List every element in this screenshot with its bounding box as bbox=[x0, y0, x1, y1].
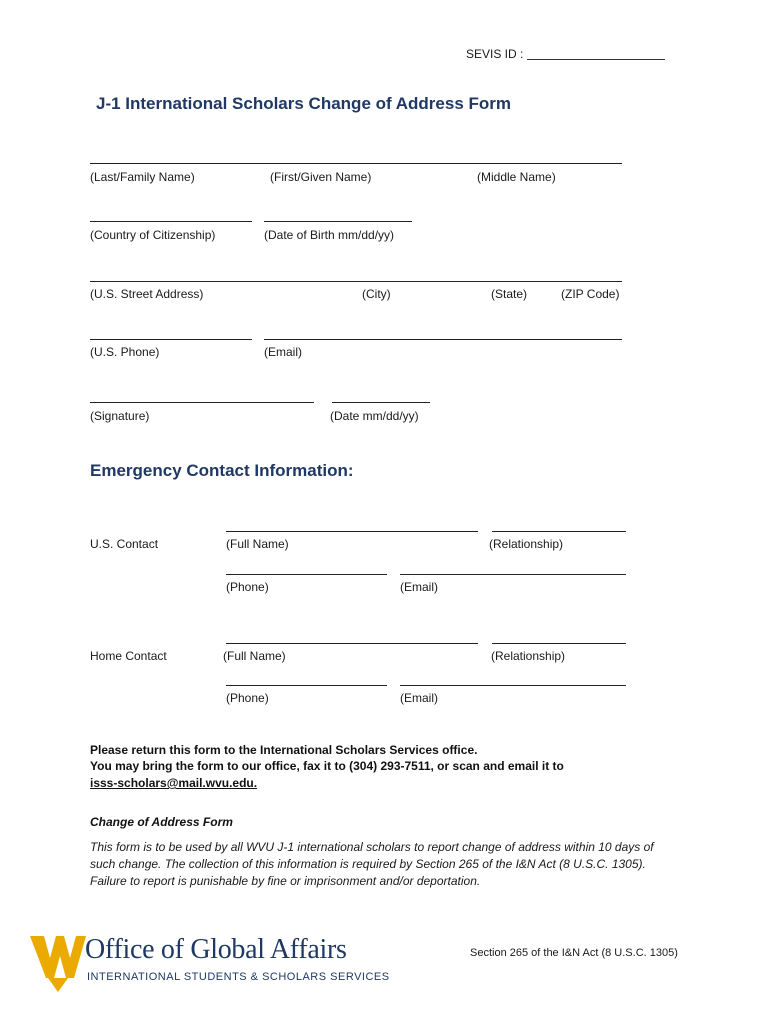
first-name-label: (First/Given Name) bbox=[270, 170, 372, 184]
form-title: J-1 International Scholars Change of Address Form bbox=[96, 94, 512, 113]
dob-label: (Date of Birth mm/dd/yy) bbox=[264, 228, 395, 242]
middle-name-label: (Middle Name) bbox=[477, 170, 556, 184]
address-line[interactable] bbox=[90, 281, 622, 282]
phone-line[interactable] bbox=[90, 339, 252, 340]
date-line[interactable] bbox=[332, 402, 430, 403]
home-contact-relationship-line[interactable] bbox=[492, 643, 626, 644]
section-reference: Section 265 of the I&N Act (8 U.S.C. 1305) bbox=[470, 947, 678, 959]
us-contact-email-label: (Email) bbox=[400, 580, 438, 594]
sevis-id-field[interactable] bbox=[466, 47, 665, 61]
us-contact-relationship-line[interactable] bbox=[492, 531, 626, 532]
us-contact-email-line[interactable] bbox=[400, 574, 626, 575]
home-contact-relationship-label: (Relationship) bbox=[491, 649, 566, 663]
street-label: (U.S. Street Address) bbox=[90, 287, 204, 301]
org-name: Office of Global Affairs bbox=[85, 934, 347, 965]
return-note-line-1: Please return this form to the International Scholars Services office. bbox=[90, 743, 478, 757]
us-contact-label: U.S. Contact bbox=[90, 537, 159, 551]
home-contact-email-line[interactable] bbox=[400, 685, 626, 686]
phone-label: (U.S. Phone) bbox=[90, 345, 160, 359]
isss-email-link[interactable]: isss-scholars@mail.wvu.edu. bbox=[90, 776, 258, 790]
us-contact-name-label: (Full Name) bbox=[226, 537, 289, 551]
info-heading: Change of Address Form bbox=[90, 815, 233, 829]
email-label: (Email) bbox=[264, 345, 302, 359]
home-contact-phone-label: (Phone) bbox=[226, 691, 269, 705]
us-contact-name-line[interactable] bbox=[226, 531, 478, 532]
signature-label: (Signature) bbox=[90, 409, 150, 423]
country-label: (Country of Citizenship) bbox=[90, 228, 216, 242]
sevis-id-label: SEVIS ID : bbox=[466, 47, 524, 61]
home-contact-email-label: (Email) bbox=[400, 691, 438, 705]
emergency-heading: Emergency Contact Information: bbox=[90, 461, 354, 480]
home-contact-phone-line[interactable] bbox=[226, 685, 387, 686]
home-contact-name-line[interactable] bbox=[226, 643, 478, 644]
name-line[interactable] bbox=[90, 163, 622, 164]
city-label: (City) bbox=[362, 287, 391, 301]
last-name-label: (Last/Family Name) bbox=[90, 170, 195, 184]
org-subtitle: INTERNATIONAL STUDENTS & SCHOLARS SERVICES bbox=[87, 971, 390, 983]
dob-line[interactable] bbox=[264, 221, 412, 222]
home-contact-name-label: (Full Name) bbox=[223, 649, 286, 663]
country-line[interactable] bbox=[90, 221, 252, 222]
wvu-logo-icon bbox=[30, 936, 86, 992]
signature-line[interactable] bbox=[90, 402, 314, 403]
us-contact-phone-line[interactable] bbox=[226, 574, 387, 575]
us-contact-phone-label: (Phone) bbox=[226, 580, 269, 594]
zip-label: (ZIP Code) bbox=[561, 287, 620, 301]
info-body: This form is to be used by all WVU J-1 international scholars to report change of address within 10 days of such change. The collection of this information is required by Section 265 of the I&N Act (8 U.S.C. 1305). Failure to report is punishable by fine or imprisonment and/or deportation. bbox=[90, 840, 654, 888]
date-label: (Date mm/dd/yy) bbox=[330, 409, 419, 423]
home-contact-label: Home Contact bbox=[90, 649, 167, 663]
email-line[interactable] bbox=[264, 339, 622, 340]
us-contact-relationship-label: (Relationship) bbox=[489, 537, 564, 551]
return-note-line-2: You may bring the form to our office, fax it to (304) 293-7511, or scan and email it to bbox=[90, 759, 564, 773]
sevis-id-line bbox=[527, 49, 665, 60]
state-label: (State) bbox=[491, 287, 528, 301]
